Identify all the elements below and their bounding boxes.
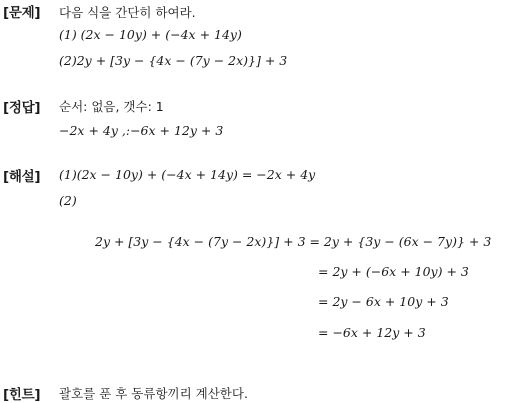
solution-step-1: 2y + [3y − {4x − (7y − 2x)}] + 3 = 2y + {3y − (6x − 7y)} + 3: [95, 234, 492, 249]
problem-item-1: (1) (2x − 10y) + (−4x + 14y): [59, 27, 242, 42]
solution-label: [해설]: [3, 169, 41, 185]
answer-label: [정답]: [3, 100, 41, 116]
solution-step-2: = 2y + (−6x + 10y) + 3: [318, 264, 469, 279]
hint-label: [힌트]: [3, 387, 41, 403]
solution-step-4: = −6x + 12y + 3: [318, 325, 426, 340]
answer-line-1: 순서: 없음, 갯수: 1: [59, 99, 164, 114]
solution-step-3: = 2y − 6x + 10y + 3: [318, 294, 449, 309]
answer-line-2: −2x + 4y ,:−6x + 12y + 3: [59, 123, 224, 138]
hint-text: 괄호를 푼 후 동류항끼리 계산한다.: [59, 386, 248, 401]
problem-instruction: 다음 식을 간단히 하여라.: [59, 5, 196, 20]
problem-item-2: (2)2y + [3y − {4x − (7y − 2x)}] + 3: [59, 53, 288, 68]
solution-line-2: (2): [59, 193, 77, 208]
solution-line-1: (1)(2x − 10y) + (−4x + 14y) = −2x + 4y: [59, 167, 316, 182]
problem-label: [문제]: [3, 5, 41, 21]
